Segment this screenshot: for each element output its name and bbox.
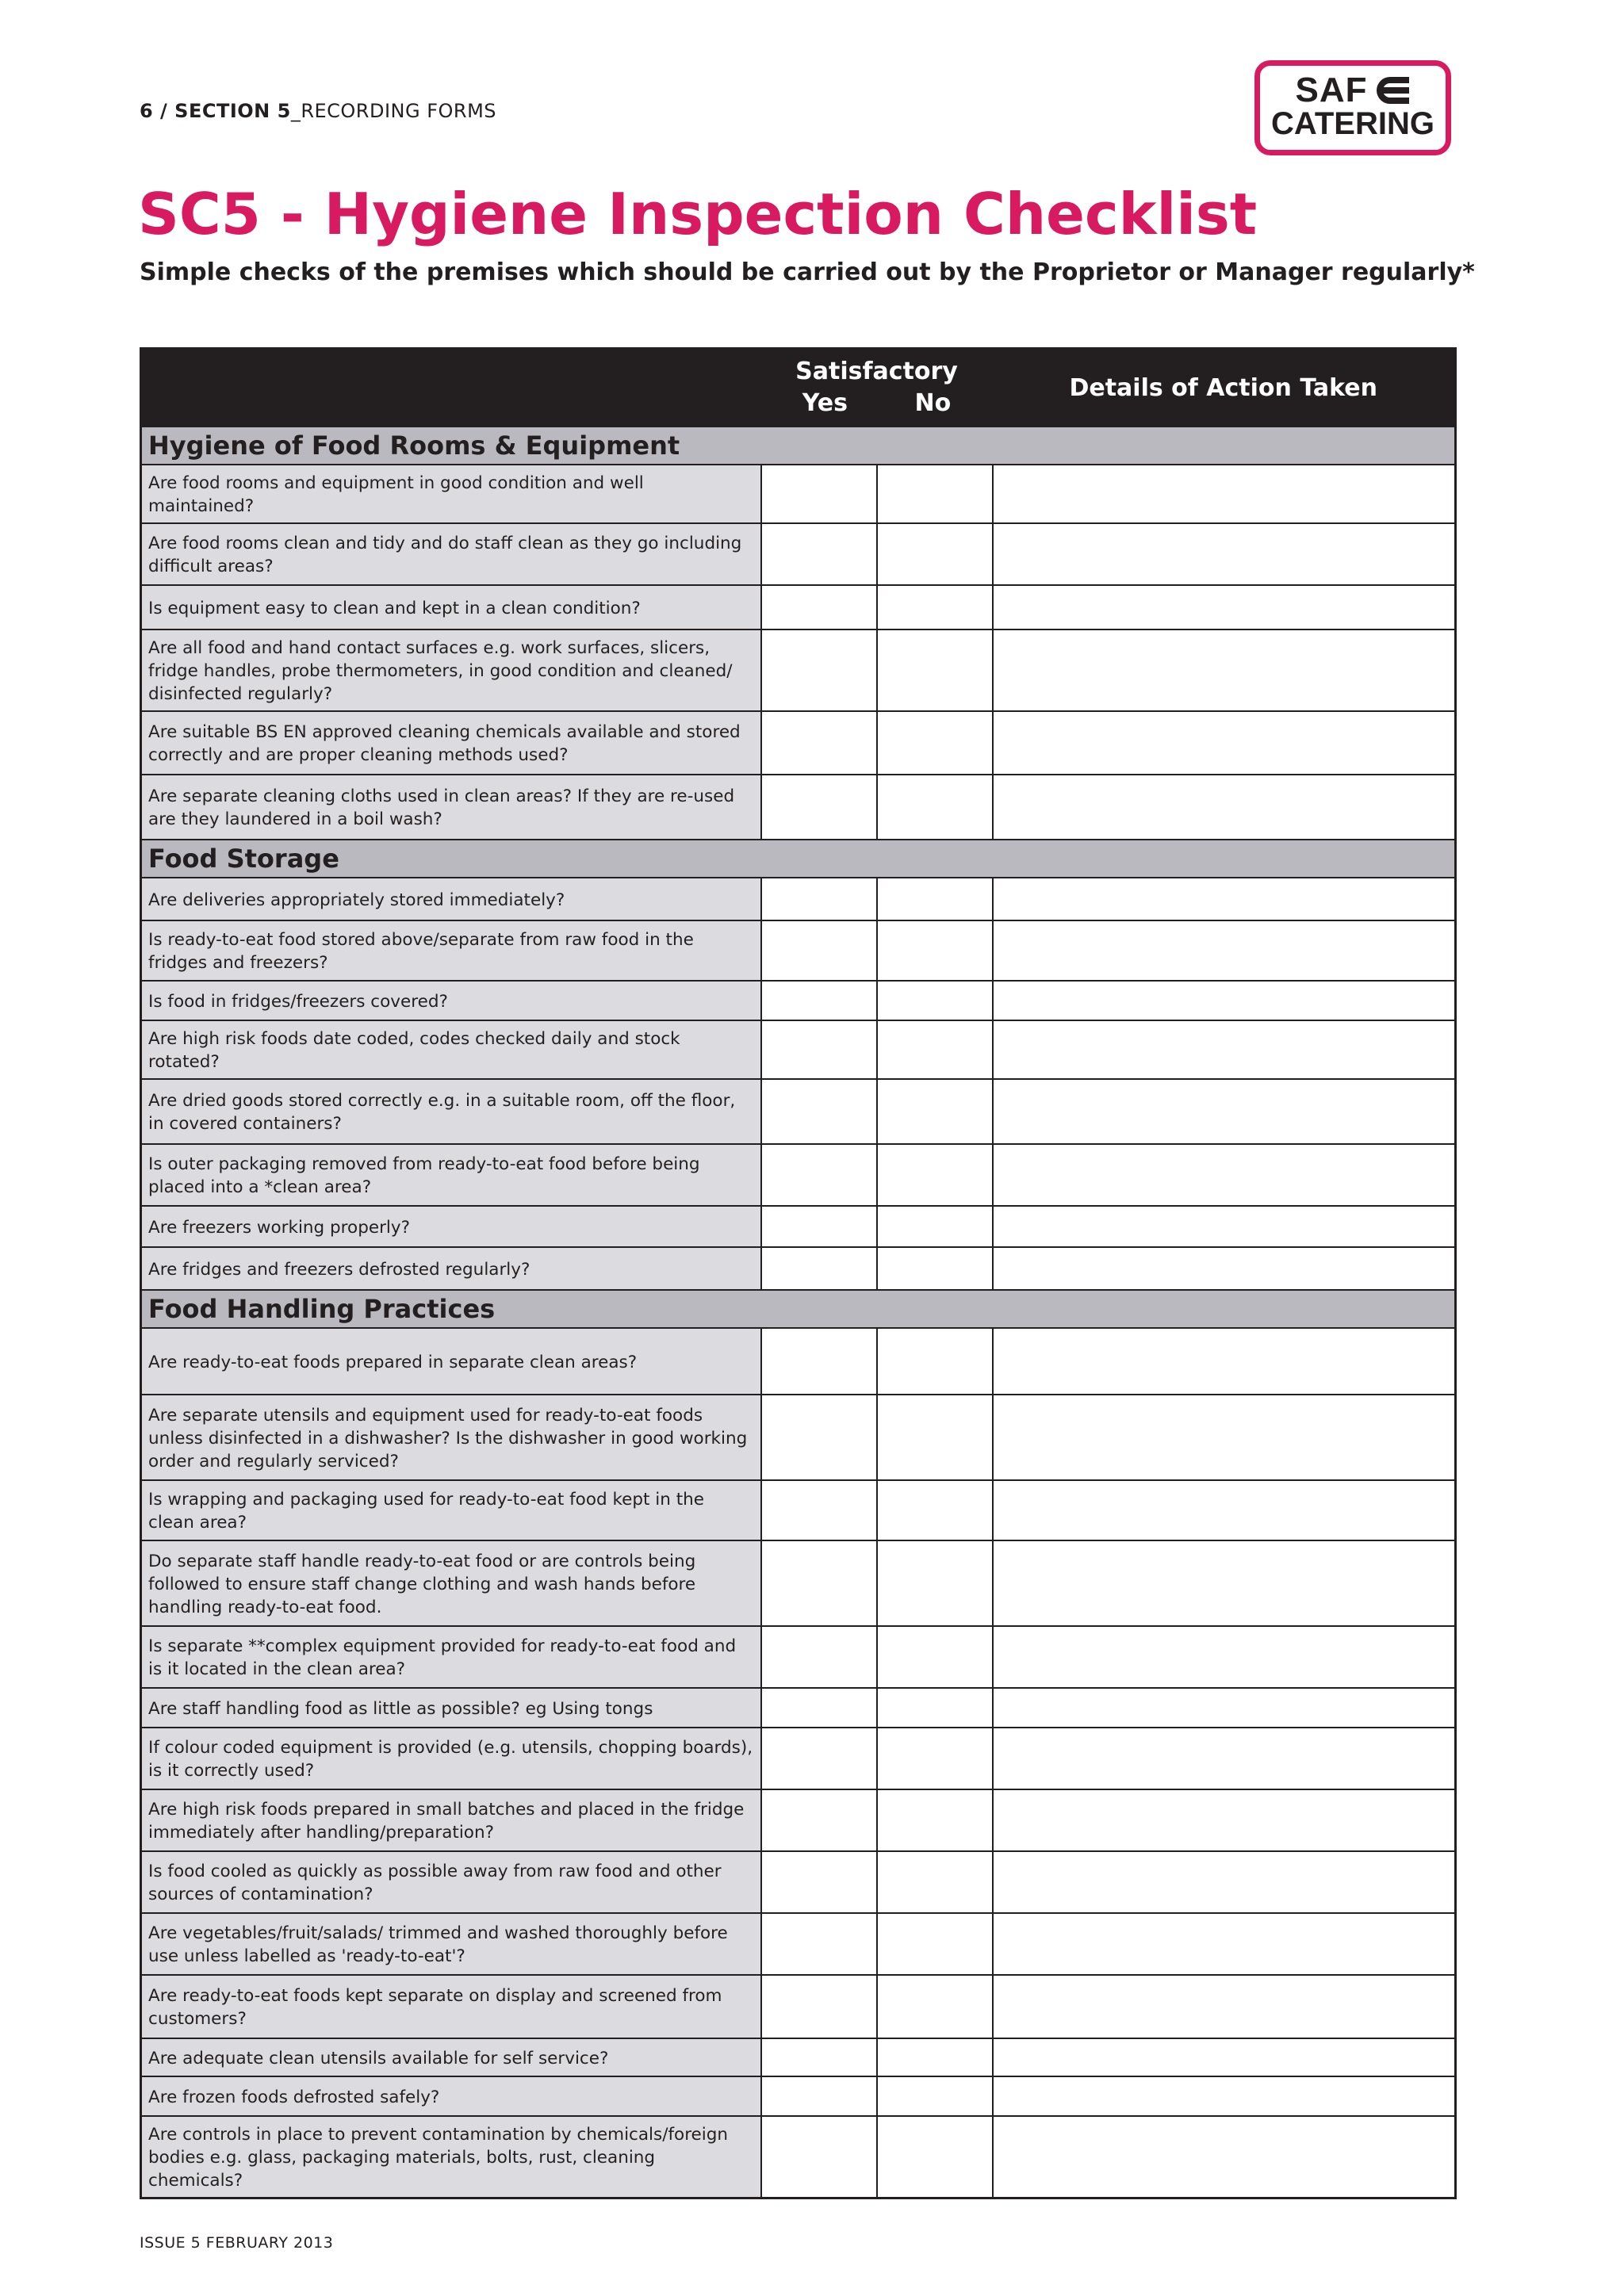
table-row — [141, 1328, 1456, 1395]
section-header-row — [141, 427, 1456, 465]
table-row — [141, 1975, 1456, 2038]
section-header-row — [141, 840, 1456, 878]
question-text: Is outer packaging removed from ready-to-eat food before being placed into a *clean area? — [141, 1144, 761, 1206]
no-checkbox-cell[interactable] — [877, 1913, 993, 1975]
no-checkbox-cell[interactable] — [877, 1851, 993, 1913]
no-checkbox-cell[interactable] — [877, 1206, 993, 1247]
table-row — [141, 1079, 1456, 1144]
table-row — [141, 981, 1456, 1020]
action-details-cell[interactable] — [993, 585, 1456, 629]
action-details-cell[interactable] — [993, 711, 1456, 775]
yes-checkbox-cell[interactable] — [761, 523, 877, 585]
question-text: Are all food and hand contact surfaces e.g. work surfaces, slicers, fridge handles, probe thermometers, in good condition and cleaned/ disinfected regularly? — [141, 629, 761, 711]
table-row — [141, 2116, 1456, 2198]
header-details-cell — [993, 349, 1456, 427]
question-text: Are suitable BS EN approved cleaning chemicals available and stored correctly and are proper cleaning methods used? — [141, 711, 761, 775]
table-row — [141, 465, 1456, 523]
no-checkbox-cell[interactable] — [877, 981, 993, 1020]
page-subtitle: Simple checks of the premises which should be carried out by the Proprietor or Manager regularly* — [140, 258, 1475, 286]
yes-checkbox-cell[interactable] — [761, 629, 877, 711]
yes-checkbox-cell[interactable] — [761, 878, 877, 920]
no-checkbox-cell[interactable] — [877, 775, 993, 840]
logo-text-saf: SAF — [1295, 70, 1368, 109]
yes-checkbox-cell[interactable] — [761, 1913, 877, 1975]
yes-checkbox-cell[interactable] — [761, 585, 877, 629]
question-text: Are ready-to-eat foods kept separate on display and screened from customers? — [141, 1975, 761, 2038]
action-details-cell[interactable] — [993, 1688, 1456, 1728]
page-title: SC5 - Hygiene Inspection Checklist — [138, 181, 1258, 247]
header-no-label: No — [914, 389, 952, 417]
no-checkbox-cell[interactable] — [877, 1540, 993, 1626]
logo-e-mark-icon — [1369, 75, 1411, 106]
question-text: Is wrapping and packaging used for ready-to-eat food kept in the clean area? — [141, 1480, 761, 1540]
section-title: Hygiene of Food Rooms & Equipment — [141, 427, 1456, 465]
question-text: Are freezers working properly? — [141, 1206, 761, 1247]
yes-checkbox-cell[interactable] — [761, 775, 877, 840]
question-text: Are separate utensils and equipment used for ready-to-eat foods unless disinfected in a dishwasher? Is the dishwasher in good working order and regularly serviced? — [141, 1395, 761, 1480]
question-text: Are fridges and freezers defrosted regularly? — [141, 1247, 761, 1290]
action-details-cell[interactable] — [993, 1328, 1456, 1395]
no-checkbox-cell[interactable] — [877, 1079, 993, 1144]
table-row — [141, 1626, 1456, 1688]
table-row — [141, 1206, 1456, 1247]
table-row — [141, 585, 1456, 629]
table-row — [141, 1020, 1456, 1079]
yes-checkbox-cell[interactable] — [761, 1626, 877, 1688]
action-details-cell[interactable] — [993, 920, 1456, 981]
yes-checkbox-cell[interactable] — [761, 1328, 877, 1395]
question-text: Are vegetables/fruit/salads/ trimmed and washed thoroughly before use unless labelled as 'ready-to-eat'? — [141, 1913, 761, 1975]
section-name: _RECORDING FORMS — [290, 100, 497, 122]
yes-checkbox-cell[interactable] — [761, 1247, 877, 1290]
question-text: Are deliveries appropriately stored immediately? — [141, 878, 761, 920]
no-checkbox-cell[interactable] — [877, 629, 993, 711]
yes-checkbox-cell[interactable] — [761, 1079, 877, 1144]
section-title: Food Storage — [141, 840, 1456, 878]
section-number: 6 / SECTION 5 — [140, 100, 291, 122]
question-text: Are ready-to-eat foods prepared in separate clean areas? — [141, 1328, 761, 1395]
no-checkbox-cell[interactable] — [877, 878, 993, 920]
action-details-cell[interactable] — [993, 1206, 1456, 1247]
question-text: Are separate cleaning cloths used in clean areas? If they are re-used are they laundered in a boil wash? — [141, 775, 761, 840]
no-checkbox-cell[interactable] — [877, 523, 993, 585]
yes-checkbox-cell[interactable] — [761, 981, 877, 1020]
yes-checkbox-cell[interactable] — [761, 1020, 877, 1079]
table-row — [141, 1913, 1456, 1975]
logo-text-catering: CATERING — [1271, 105, 1434, 141]
no-checkbox-cell[interactable] — [877, 2038, 993, 2076]
no-checkbox-cell[interactable] — [877, 1728, 993, 1789]
question-text: Is ready-to-eat food stored above/separate from raw food in the fridges and freezers? — [141, 920, 761, 981]
table-row — [141, 920, 1456, 981]
question-text: Are food rooms and equipment in good condition and well maintained? — [141, 465, 761, 523]
yes-checkbox-cell[interactable] — [761, 2038, 877, 2076]
question-text: Is separate **complex equipment provided for ready-to-eat food and is it located in the clean area? — [141, 1626, 761, 1688]
no-checkbox-cell[interactable] — [877, 465, 993, 523]
no-checkbox-cell[interactable] — [877, 1020, 993, 1079]
action-details-cell[interactable] — [993, 2116, 1456, 2198]
action-details-cell[interactable] — [993, 1144, 1456, 1206]
yes-checkbox-cell[interactable] — [761, 711, 877, 775]
running-head — [140, 100, 496, 122]
action-details-cell[interactable] — [993, 1540, 1456, 1626]
table-row — [141, 1395, 1456, 1480]
no-checkbox-cell[interactable] — [877, 920, 993, 981]
question-text: Are staff handling food as little as possible? eg Using tongs — [141, 1688, 761, 1728]
no-checkbox-cell[interactable] — [877, 711, 993, 775]
no-checkbox-cell[interactable] — [877, 1975, 993, 2038]
action-details-cell[interactable] — [993, 775, 1456, 840]
question-text: Is food in fridges/freezers covered? — [141, 981, 761, 1020]
no-checkbox-cell[interactable] — [877, 1395, 993, 1480]
no-checkbox-cell[interactable] — [877, 1480, 993, 1540]
action-details-cell[interactable] — [993, 2076, 1456, 2116]
question-text: Are frozen foods defrosted safely? — [141, 2076, 761, 2116]
header-satisfactory-label: Satisfactory — [795, 358, 958, 385]
table-row — [141, 1728, 1456, 1789]
yes-checkbox-cell[interactable] — [761, 1206, 877, 1247]
action-details-cell[interactable] — [993, 1789, 1456, 1851]
no-checkbox-cell[interactable] — [877, 1328, 993, 1395]
table-row — [141, 523, 1456, 585]
hygiene-checklist-table — [140, 347, 1457, 2199]
table-row — [141, 1144, 1456, 1206]
no-checkbox-cell[interactable] — [877, 1688, 993, 1728]
yes-checkbox-cell[interactable] — [761, 1688, 877, 1728]
action-details-cell[interactable] — [993, 1020, 1456, 1079]
header-question-cell — [141, 349, 761, 427]
no-checkbox-cell[interactable] — [877, 585, 993, 629]
action-details-cell[interactable] — [993, 629, 1456, 711]
question-text: Are high risk foods date coded, codes checked daily and stock rotated? — [141, 1020, 761, 1079]
action-details-cell[interactable] — [993, 981, 1456, 1020]
action-details-cell[interactable] — [993, 1480, 1456, 1540]
table-row — [141, 2038, 1456, 2076]
section-header-row — [141, 1290, 1456, 1328]
action-details-cell[interactable] — [993, 1395, 1456, 1480]
no-checkbox-cell[interactable] — [877, 1247, 993, 1290]
yes-checkbox-cell[interactable] — [761, 2076, 877, 2116]
yes-checkbox-cell[interactable] — [761, 1144, 877, 1206]
question-text: If colour coded equipment is provided (e.g. utensils, chopping boards), is it correctly used? — [141, 1728, 761, 1789]
table-row — [141, 2076, 1456, 2116]
no-checkbox-cell[interactable] — [877, 1789, 993, 1851]
question-text: Are dried goods stored correctly e.g. in a suitable room, off the floor, in covered containers? — [141, 1079, 761, 1144]
yes-checkbox-cell[interactable] — [761, 1480, 877, 1540]
question-text: Is food cooled as quickly as possible away from raw food and other sources of contamination? — [141, 1851, 761, 1913]
table-row — [141, 1540, 1456, 1626]
yes-checkbox-cell[interactable] — [761, 1975, 877, 2038]
no-checkbox-cell[interactable] — [877, 2116, 993, 2198]
action-details-cell[interactable] — [993, 878, 1456, 920]
table-row — [141, 1480, 1456, 1540]
footer-issue: ISSUE 5 FEBRUARY 2013 — [140, 2234, 334, 2252]
action-details-cell[interactable] — [993, 465, 1456, 523]
table-header-row — [141, 349, 1456, 427]
table-row — [141, 629, 1456, 711]
table-row — [141, 878, 1456, 920]
yes-checkbox-cell[interactable] — [761, 1789, 877, 1851]
table-row — [141, 1688, 1456, 1728]
yes-checkbox-cell[interactable] — [761, 465, 877, 523]
action-details-cell[interactable] — [993, 1975, 1456, 2038]
action-details-cell[interactable] — [993, 1247, 1456, 1290]
action-details-cell[interactable] — [993, 1913, 1456, 1975]
action-details-cell[interactable] — [993, 1851, 1456, 1913]
no-checkbox-cell[interactable] — [877, 1626, 993, 1688]
question-text: Do separate staff handle ready-to-eat food or are controls being followed to ensure staff change clothing and wash hands before handling ready-to-eat food. — [141, 1540, 761, 1626]
yes-checkbox-cell[interactable] — [761, 1540, 877, 1626]
question-text: Are controls in place to prevent contamination by chemicals/foreign bodies e.g. glass, packaging materials, bolts, rust, cleaning chemicals? — [141, 2116, 761, 2198]
yes-checkbox-cell[interactable] — [761, 920, 877, 981]
action-details-cell[interactable] — [993, 2038, 1456, 2076]
question-text: Are food rooms clean and tidy and do staff clean as they go including difficult areas? — [141, 523, 761, 585]
table-row — [141, 1789, 1456, 1851]
action-details-cell[interactable] — [993, 523, 1456, 585]
table-row — [141, 775, 1456, 840]
table-row — [141, 1851, 1456, 1913]
action-details-cell[interactable] — [993, 1079, 1456, 1144]
action-details-cell[interactable] — [993, 1728, 1456, 1789]
question-text: Is equipment easy to clean and kept in a clean condition? — [141, 585, 761, 629]
section-title: Food Handling Practices — [141, 1290, 1456, 1328]
question-text: Are high risk foods prepared in small batches and placed in the fridge immediately after handling/preparation? — [141, 1789, 761, 1851]
no-checkbox-cell[interactable] — [877, 2076, 993, 2116]
yes-checkbox-cell[interactable] — [761, 1728, 877, 1789]
header-details-label: Details of Action Taken — [1069, 373, 1378, 402]
checklist-body — [141, 427, 1456, 2198]
yes-checkbox-cell[interactable] — [761, 1851, 877, 1913]
safe-catering-logo — [1254, 60, 1451, 155]
yes-checkbox-cell[interactable] — [761, 2116, 877, 2198]
action-details-cell[interactable] — [993, 1626, 1456, 1688]
header-yes-label: Yes — [802, 389, 848, 417]
table-row — [141, 711, 1456, 775]
yes-checkbox-cell[interactable] — [761, 1395, 877, 1480]
table-row — [141, 1247, 1456, 1290]
header-satisfactory-cell — [761, 349, 993, 427]
question-text: Are adequate clean utensils available for self service? — [141, 2038, 761, 2076]
no-checkbox-cell[interactable] — [877, 1144, 993, 1206]
